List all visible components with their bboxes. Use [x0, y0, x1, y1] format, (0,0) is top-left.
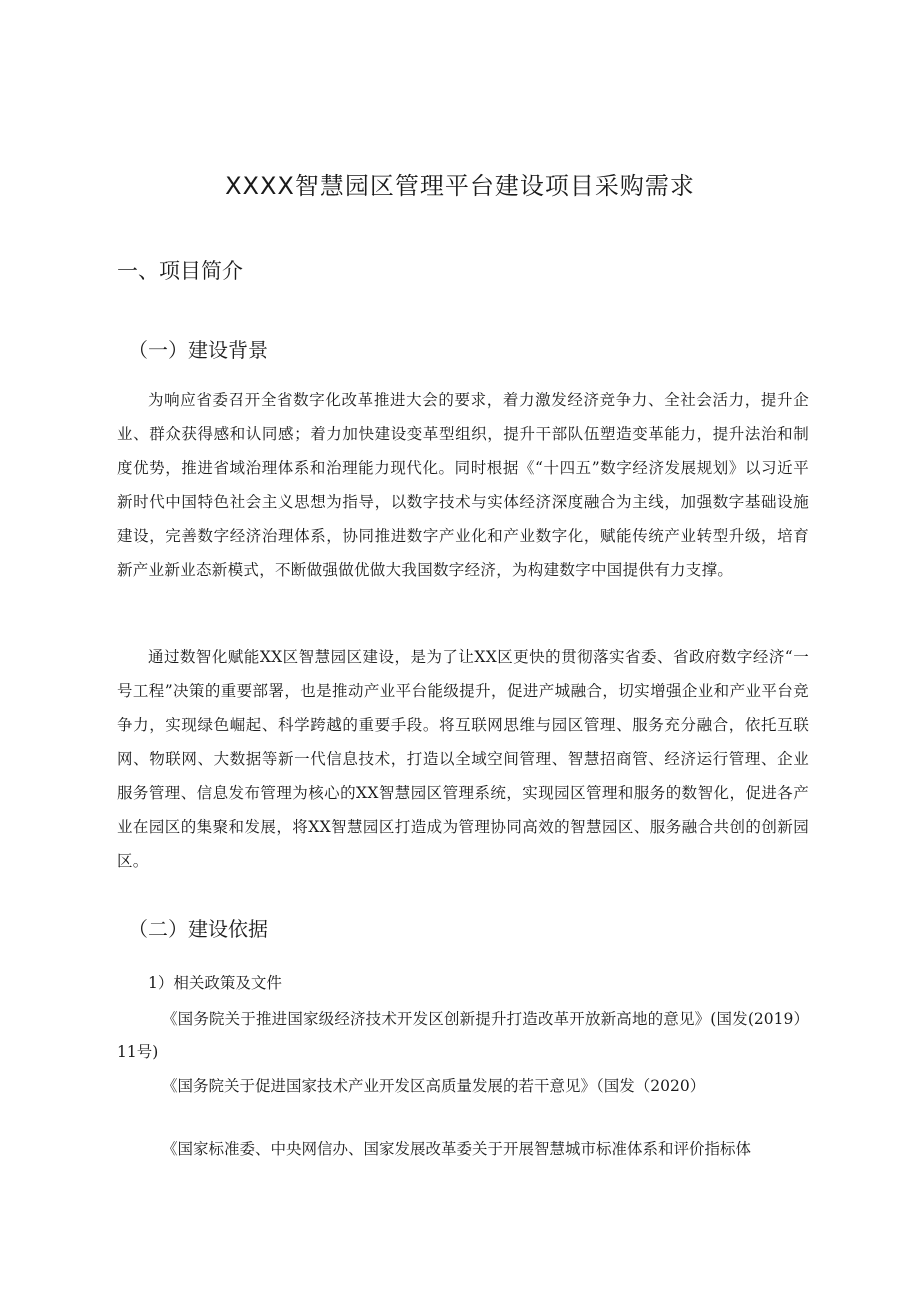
- reference-item: 《国务院关于促进国家技术产业开发区高质量发展的若干意见》（国发（2020）: [162, 1077, 706, 1095]
- document-title: XXXX智慧园区管理平台建设项目采购需求: [225, 172, 695, 200]
- subsection-heading-basis: （二）建设依据: [128, 917, 268, 941]
- background-paragraph-1: 为响应省委召开全省数字化改革推进大会的要求，着力激发经济竞争力、全社会活力，提升企业、群众获得感和认同感；着力加快建设变革型组织，提升干部队伍塑造变革能力，提升法治和制度优势，推进省域治理体系和治理能力现代化。同时根据《“十四五”数字经济发展规划》以习近平新时代中国特色社会主义思想为指导，以数字技术与实体经济深度融合为主线，加强数字基础设施建设，完善数字经济治理体系，协同推进数字产业化和产业数字化，赋能传统产业转型升级，培育新产业新业态新模式，不断做强做优做大我国数字经济，为构建数字中国提供有力支撑。: [117, 391, 809, 579]
- policy-list-heading: 1）相关政策及文件: [148, 974, 282, 992]
- background-paragraph-2: 通过数智化赋能XX区智慧园区建设，是为了让XX区更快的贯彻落实省委、省政府数字经济“一号工程”决策的重要部署，也是推动产业平台能级提升，促进产城融合，切实增强企业和产业平台竞争力，实现绿色崛起、科学跨越的重要手段。将互联网思维与园区管理、服务充分融合，依托互联网、物联网、大数据等新一代信息技术，打造以全域空间管理、智慧招商管、经济运行管理、企业服务管理、信息发布管理为核心的XX智慧园区管理系统，实现园区管理和服务的数智化，促进各产业在园区的集聚和发展，将XX智慧园区打造成为管理协同高效的智慧园区、服务融合共创的创新园区。: [117, 648, 809, 870]
- reference-item: 《国家标准委、中央网信办、国家发展改革委关于开展智慧城市标准体系和评价指标体: [162, 1140, 752, 1158]
- reference-item: 《国务院关于推进国家级经济技术开发区创新提升打造改革开放新高地的意见》(国发(2019）11号): [117, 1010, 809, 1061]
- section-heading-project-intro: 一、项目简介: [117, 259, 243, 283]
- subsection-heading-background: （一）建设背景: [128, 338, 268, 362]
